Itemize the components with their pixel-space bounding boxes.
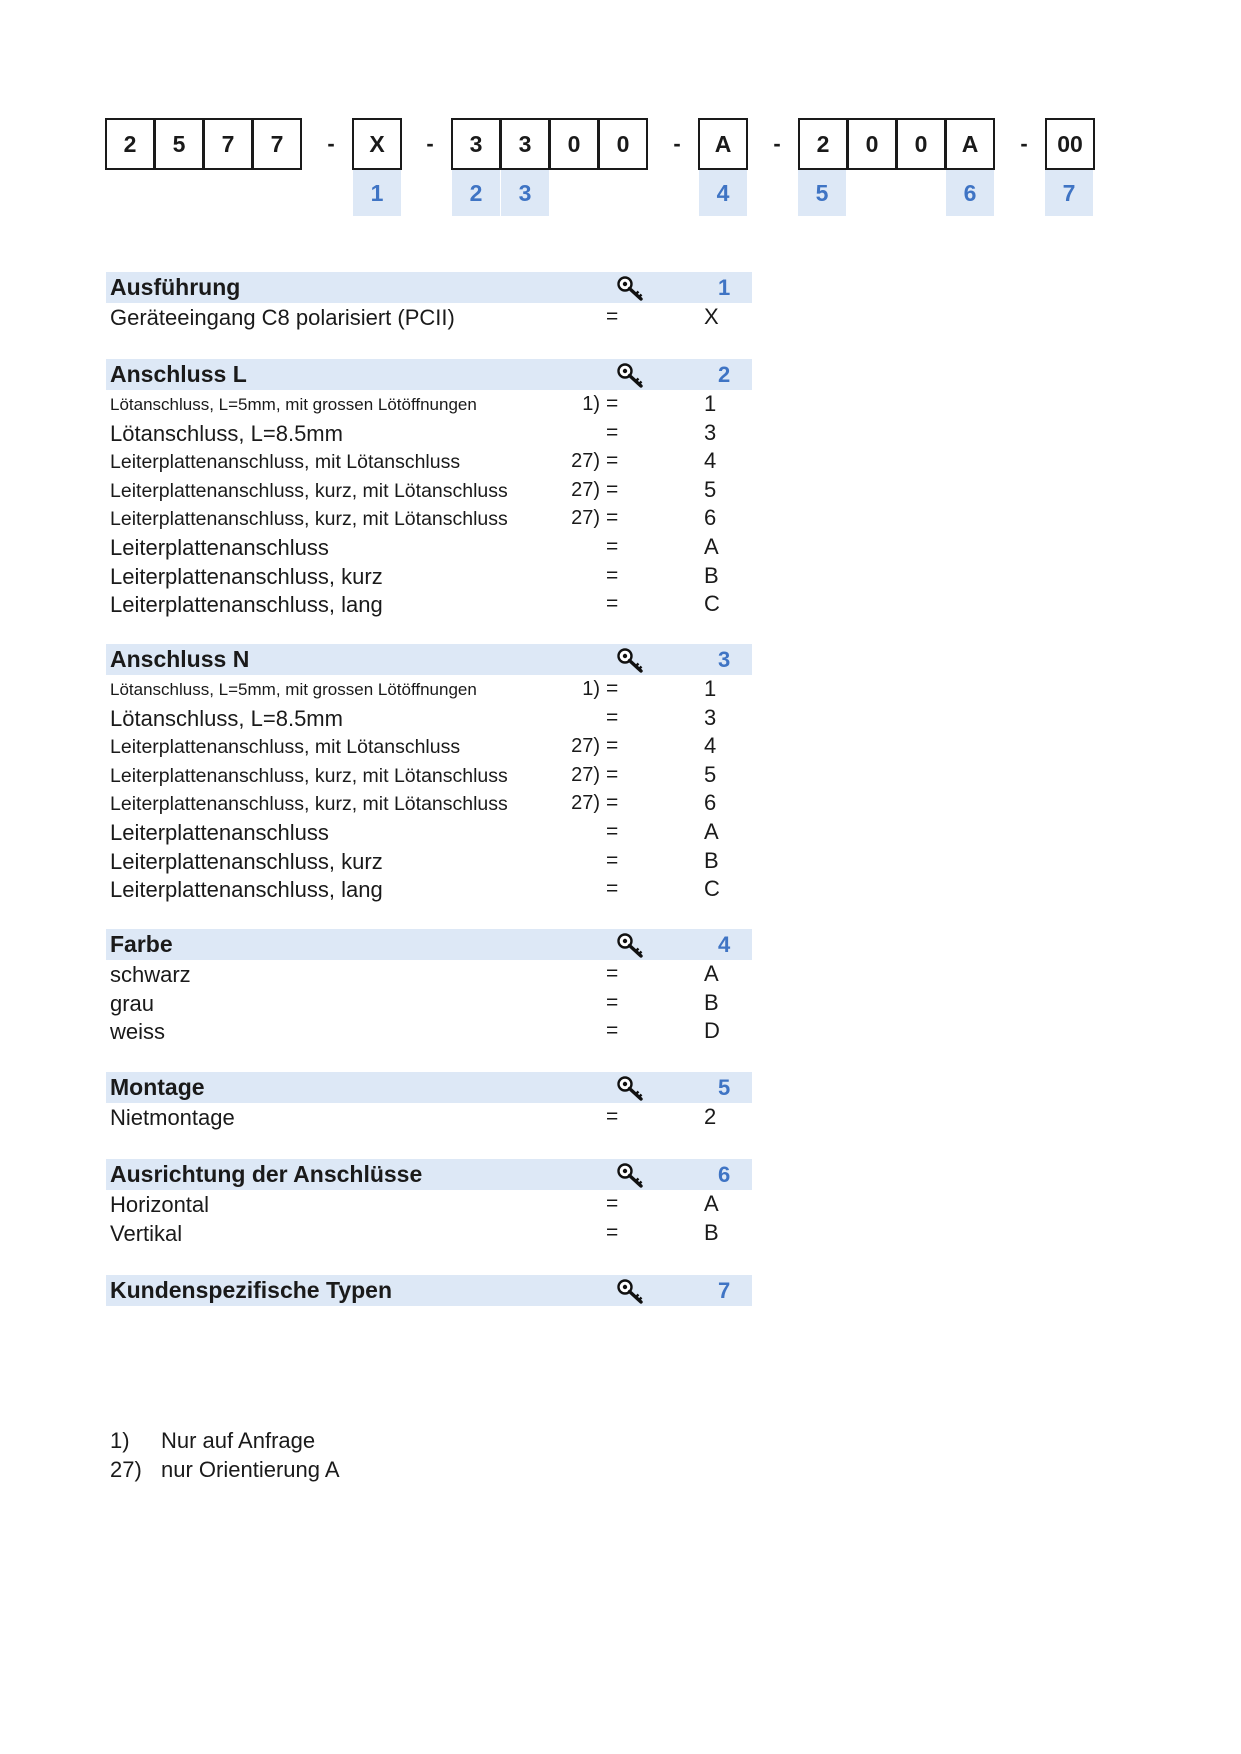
option-row [106, 989, 752, 1018]
footnote-ref: 27) [571, 507, 600, 530]
option-code: B [704, 847, 719, 873]
option-code: 6 [704, 505, 717, 531]
option-code: 1 [704, 676, 717, 701]
option-row [106, 590, 752, 619]
option-code: A [704, 1191, 719, 1216]
option-label: Lötanschluss, L=8.5mm [110, 705, 343, 731]
section [106, 929, 752, 1046]
code-box: 3 [451, 118, 501, 170]
option-row [106, 847, 752, 876]
code-position-index: 1 [353, 170, 401, 216]
option-label: Lötanschluss, L=5mm, mit grossen Lötöffnungen [110, 395, 477, 414]
section-number: 1 [718, 275, 731, 300]
option-code: B [704, 989, 719, 1015]
code-box: 7 [252, 118, 302, 170]
footnote-number: 27) [110, 1457, 142, 1482]
equals-sign: = [606, 762, 619, 786]
option-label: Lötanschluss, L=5mm, mit grossen Lötöffnungen [110, 680, 477, 699]
code-box: 7 [203, 118, 253, 170]
option-label: Leiterplattenanschluss [110, 534, 329, 560]
key-search-icon[interactable] [616, 275, 646, 301]
option-code: 5 [704, 476, 717, 502]
footnote [110, 1428, 510, 1457]
option-label: Nietmontage [110, 1105, 235, 1130]
section-number: 7 [718, 1278, 731, 1303]
equals-sign: = [606, 305, 619, 328]
section-number: 2 [718, 362, 731, 387]
equals-sign: = [606, 1105, 619, 1128]
option-label: Leiterplattenanschluss, lang [110, 592, 383, 618]
code-box: A [945, 118, 995, 170]
footnote-text: nur Orientierung A [161, 1457, 340, 1482]
equals-sign: = [606, 819, 619, 843]
equals-sign: = [606, 877, 619, 901]
section [106, 644, 752, 904]
code-separator: - [1020, 131, 1028, 156]
footnote-ref: 27) [571, 792, 600, 815]
key-search-icon[interactable] [616, 362, 646, 388]
equals-sign: = [606, 990, 619, 1014]
equals-sign: = [606, 563, 619, 587]
option-row [106, 562, 752, 591]
option-row [106, 675, 752, 704]
section-header [106, 1275, 752, 1306]
code-separator: - [327, 131, 335, 156]
section [106, 1072, 752, 1132]
section-header [106, 272, 752, 303]
equals-sign: = [606, 477, 619, 501]
section-title: Montage [110, 1074, 205, 1100]
code-box: 00 [1045, 118, 1095, 170]
key-search-icon[interactable] [616, 1278, 646, 1304]
option-code: X [704, 304, 719, 329]
equals-sign: = [606, 1220, 619, 1244]
option-label: Leiterplattenanschluss, kurz, mit Lötanschluss [110, 508, 508, 531]
equals-sign: = [606, 592, 619, 616]
section-number: 4 [718, 932, 731, 957]
section [106, 272, 752, 332]
section-title: Ausführung [110, 274, 241, 300]
code-box: 5 [154, 118, 204, 170]
equals-sign: = [606, 962, 619, 985]
option-row [106, 789, 752, 818]
code-box: 0 [847, 118, 897, 170]
option-code: C [704, 876, 720, 902]
key-search-icon[interactable] [616, 1075, 646, 1101]
option-row [106, 761, 752, 790]
option-code: 3 [704, 419, 717, 445]
option-row [106, 960, 752, 989]
section [106, 1275, 752, 1306]
option-label: Leiterplattenanschluss [110, 819, 329, 845]
option-code: B [704, 1219, 719, 1245]
option-code: 3 [704, 704, 717, 730]
section [106, 359, 752, 619]
section-number: 5 [718, 1075, 731, 1100]
section-header [106, 929, 752, 960]
key-search-icon[interactable] [616, 647, 646, 673]
option-code: A [704, 818, 719, 844]
option-row [106, 1190, 752, 1219]
footnote-number: 1) [110, 1428, 130, 1453]
option-code: B [704, 562, 719, 588]
equals-sign: = [606, 534, 619, 558]
code-separator: - [426, 131, 434, 156]
section-header [106, 1159, 752, 1190]
option-code: A [704, 533, 719, 559]
option-row [106, 875, 752, 904]
section-title: Ausrichtung der Anschlüsse [110, 1161, 423, 1187]
option-row [106, 419, 752, 448]
option-label: Geräteeingang C8 polarisiert (PCII) [110, 305, 455, 330]
option-code: 5 [704, 761, 717, 787]
footnotes [110, 1428, 510, 1486]
option-row [106, 1219, 752, 1248]
key-search-icon[interactable] [616, 1162, 646, 1188]
equals-sign: = [606, 677, 619, 700]
key-search-icon[interactable] [616, 932, 646, 958]
section-title: Kundenspezifische Typen [110, 1277, 393, 1303]
option-row [106, 504, 752, 533]
footnote-ref: 27) [571, 735, 600, 758]
equals-sign: = [606, 1192, 619, 1215]
option-code: 4 [704, 448, 717, 474]
section-number: 6 [718, 1162, 731, 1187]
equals-sign: = [606, 734, 619, 758]
option-label: Leiterplattenanschluss, kurz [110, 563, 383, 589]
option-label: Leiterplattenanschluss, mit Lötanschluss [110, 736, 461, 759]
option-label: schwarz [110, 962, 191, 987]
section-header [106, 359, 752, 390]
option-label: Leiterplattenanschluss, kurz, mit Lötanschluss [110, 764, 508, 787]
option-code: C [704, 591, 720, 617]
equals-sign: = [606, 420, 619, 444]
option-code: 2 [704, 1104, 717, 1129]
footnote [110, 1457, 510, 1486]
code-box: 3 [500, 118, 550, 170]
code-position-index: 6 [946, 170, 994, 216]
option-row [106, 447, 752, 476]
section-title: Anschluss L [110, 361, 247, 387]
option-code: 1 [704, 391, 717, 416]
option-row [106, 818, 752, 847]
code-position-index: 5 [798, 170, 846, 216]
option-label: Leiterplattenanschluss, lang [110, 877, 383, 903]
code-position-index: 2 [452, 170, 500, 216]
code-separator: - [673, 131, 681, 156]
code-box: X [352, 118, 402, 170]
equals-sign: = [606, 506, 619, 530]
option-label: Leiterplattenanschluss, kurz, mit Lötanschluss [110, 479, 508, 502]
section-header [106, 644, 752, 675]
option-code: 4 [704, 733, 717, 759]
footnote-ref: 27) [571, 763, 600, 786]
code-box: 0 [896, 118, 946, 170]
code-box: 0 [598, 118, 648, 170]
option-row [106, 303, 752, 332]
option-label: Leiterplattenanschluss, mit Lötanschluss [110, 451, 461, 474]
footnote-ref: 27) [571, 478, 600, 501]
code-position-index: 7 [1045, 170, 1093, 216]
option-label: grau [110, 990, 155, 1016]
section-title: Farbe [110, 931, 173, 957]
option-code: 6 [704, 790, 717, 816]
code-box: 0 [549, 118, 599, 170]
code-separator: - [773, 131, 781, 156]
section-title: Anschluss N [110, 646, 250, 672]
option-row [106, 390, 752, 419]
option-label: Lötanschluss, L=8.5mm [110, 420, 343, 446]
code-box: 2 [105, 118, 155, 170]
code-position-index: 3 [501, 170, 549, 216]
footnote-ref: 27) [571, 450, 600, 473]
code-box: A [698, 118, 748, 170]
option-row [106, 533, 752, 562]
code-box: 2 [798, 118, 848, 170]
option-row [106, 704, 752, 733]
section-number: 3 [718, 647, 731, 672]
option-row [106, 1017, 752, 1046]
footnote-ref: 1) [582, 393, 600, 415]
option-label: Leiterplattenanschluss, kurz, mit Lötanschluss [110, 793, 508, 816]
option-code: D [704, 1018, 720, 1044]
equals-sign: = [606, 848, 619, 872]
option-label: Horizontal [110, 1192, 210, 1217]
equals-sign: = [606, 1019, 619, 1043]
footnote-text: Nur auf Anfrage [161, 1428, 316, 1453]
option-row [106, 476, 752, 505]
option-code: A [704, 961, 719, 986]
equals-sign: = [606, 392, 619, 415]
option-label: weiss [110, 1019, 166, 1045]
section [106, 1159, 752, 1247]
equals-sign: = [606, 705, 619, 729]
option-label: Vertikal [110, 1220, 183, 1246]
option-row [106, 1103, 752, 1132]
section-header [106, 1072, 752, 1103]
option-row [106, 732, 752, 761]
equals-sign: = [606, 449, 619, 473]
equals-sign: = [606, 791, 619, 815]
footnote-ref: 1) [582, 678, 600, 700]
option-label: Leiterplattenanschluss, kurz [110, 848, 383, 874]
code-position-index: 4 [699, 170, 747, 216]
